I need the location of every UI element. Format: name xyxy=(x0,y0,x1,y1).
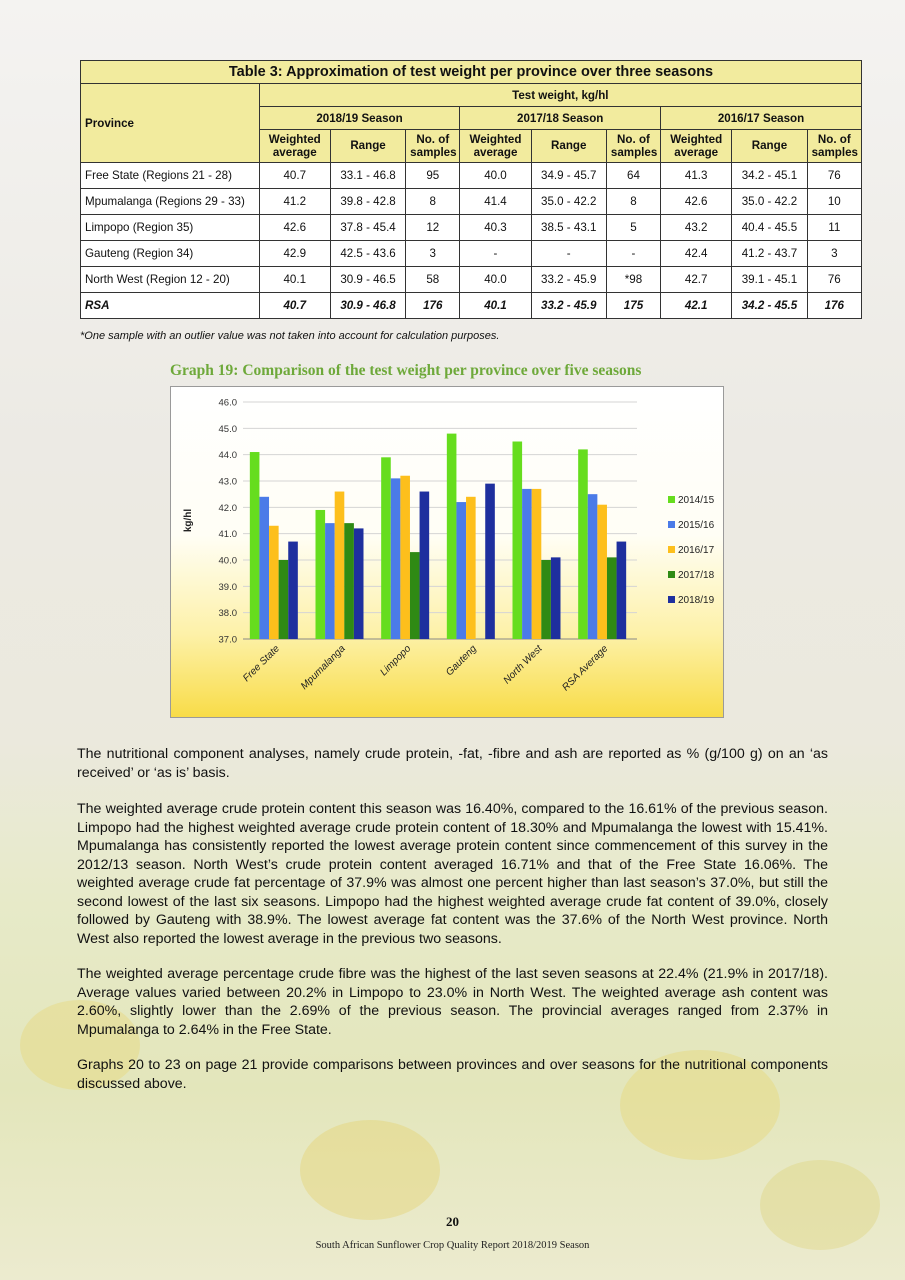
legend-swatch xyxy=(668,496,675,503)
value-cell: 76 xyxy=(807,163,861,189)
paragraph: The nutritional component analyses, namely crude protein, -fat, -fibre and ash are reported as % (g/100 g) on an ‘as received’ or ‘as is’ basis. xyxy=(77,746,828,781)
province-cell: North West (Region 12 - 20) xyxy=(81,267,260,293)
bar xyxy=(325,523,335,639)
province-header: Province xyxy=(81,84,260,163)
legend-label: 2016/17 xyxy=(678,545,715,556)
bar xyxy=(513,442,523,640)
test-weight-chart xyxy=(170,386,724,718)
x-category-label: Mpumalanga xyxy=(298,643,348,693)
legend-label: 2015/16 xyxy=(678,520,715,531)
value-cell: 76 xyxy=(807,267,861,293)
y-axis-label: kg/hl xyxy=(183,508,194,533)
report-title: South African Sunflower Crop Quality Report 2018/2019 Season xyxy=(315,1240,590,1251)
value-cell: 35.0 - 42.2 xyxy=(732,189,807,215)
value-cell: 39.8 - 42.8 xyxy=(330,189,405,215)
legend-swatch xyxy=(668,571,675,578)
table-row xyxy=(81,215,862,241)
x-category-label: Limpopo xyxy=(378,643,414,679)
x-category-label: Gauteng xyxy=(444,643,479,679)
value-cell: 42.1 xyxy=(661,293,732,319)
value-cell: 34.2 - 45.5 xyxy=(732,293,807,319)
bar xyxy=(522,489,532,639)
bar xyxy=(259,497,269,639)
value-cell: 3 xyxy=(406,241,460,267)
y-tick-label: 41.0 xyxy=(218,529,237,541)
value-cell: 30.9 - 46.5 xyxy=(330,267,405,293)
bar xyxy=(607,557,617,639)
season-header: 2016/17 Season xyxy=(661,107,862,130)
value-cell: 5 xyxy=(606,215,660,241)
value-cell: *98 xyxy=(606,267,660,293)
bar xyxy=(485,484,495,639)
value-cell: 58 xyxy=(406,267,460,293)
y-tick-label: 37.0 xyxy=(218,634,237,646)
season-header: 2017/18 Season xyxy=(460,107,661,130)
value-cell: - xyxy=(531,241,606,267)
value-cell: 35.0 - 42.2 xyxy=(531,189,606,215)
bar xyxy=(354,528,364,639)
bar xyxy=(532,489,542,639)
bar xyxy=(588,494,598,639)
value-cell: 42.6 xyxy=(259,215,330,241)
value-cell: 40.1 xyxy=(460,293,531,319)
y-tick-label: 44.0 xyxy=(218,450,237,462)
bar xyxy=(420,492,430,639)
table-row xyxy=(81,163,862,189)
bar xyxy=(381,457,391,639)
test-weight-table xyxy=(80,60,862,319)
province-cell: Limpopo (Region 35) xyxy=(81,215,260,241)
bar xyxy=(597,505,607,639)
value-cell: 40.0 xyxy=(460,163,531,189)
table-footnote: *One sample with an outlier value was not taken into account for calculation purposes. xyxy=(80,330,500,342)
y-tick-label: 40.0 xyxy=(218,555,237,567)
column-header: Range xyxy=(531,130,606,163)
paragraph: The weighted average crude protein content this season was 16.40%, compared to the 16.61% of the previous season. Limpopo had the highest weighted average crude protein content of 18.30% and Mpumalanga the lowest with 15.41%. Mpumalanga has consistently reported the lowest average protein content since commencement of this survey in the 2012/13 season. North West’s crude protein content averaged 16.71% and that of the Free State 16.06%. The weighted average crude fat percentage of 37.9% was almost one percent higher than last season’s 37.0%, but still the second lowest of the last six seasons. Limpopo had the highest weighted average crude fat content of 39.0%, closely followed by Gauteng with 38.9%. The lowest average fat content was the 37.6% of the North West province. North West also reported the lowest average in the previous two seasons. xyxy=(77,801,828,947)
value-cell: 42.7 xyxy=(661,267,732,293)
bar xyxy=(447,434,457,639)
column-header: Weighted average xyxy=(259,130,330,163)
bar xyxy=(391,478,401,639)
value-cell: 175 xyxy=(606,293,660,319)
test-weight-header: Test weight, kg/hl xyxy=(259,84,861,107)
x-category-label: North West xyxy=(501,643,545,687)
bar xyxy=(250,452,260,639)
column-header: Range xyxy=(330,130,405,163)
table-row xyxy=(81,267,862,293)
paragraph: Graphs 20 to 23 on page 21 provide comparisons between provinces and over seasons for the nutritional components discussed above. xyxy=(77,1057,828,1092)
season-header: 2018/19 Season xyxy=(259,107,460,130)
column-header: No. of samples xyxy=(406,130,460,163)
column-header: Range xyxy=(732,130,807,163)
table-row xyxy=(81,189,862,215)
value-cell: 41.3 xyxy=(661,163,732,189)
legend-swatch xyxy=(668,596,675,603)
value-cell: 40.1 xyxy=(259,267,330,293)
y-tick-label: 45.0 xyxy=(218,423,237,435)
chart-svg xyxy=(171,387,723,717)
province-cell: RSA xyxy=(81,293,260,319)
table-title: Table 3: Approximation of test weight per province over three seasons xyxy=(81,61,862,84)
column-header: No. of samples xyxy=(606,130,660,163)
value-cell: 40.3 xyxy=(460,215,531,241)
table-row xyxy=(81,293,862,319)
value-cell: 10 xyxy=(807,189,861,215)
legend-label: 2017/18 xyxy=(678,570,715,581)
bar xyxy=(466,497,476,639)
bar xyxy=(400,476,410,639)
bar xyxy=(541,560,551,639)
legend-label: 2014/15 xyxy=(678,495,715,506)
value-cell: 37.8 - 45.4 xyxy=(330,215,405,241)
bar xyxy=(617,542,627,639)
value-cell: 3 xyxy=(807,241,861,267)
graph-title: Graph 19: Comparison of the test weight per province over five seasons xyxy=(170,362,642,379)
value-cell: 42.5 - 43.6 xyxy=(330,241,405,267)
bar xyxy=(456,502,466,639)
value-cell: 33.2 - 45.9 xyxy=(531,293,606,319)
value-cell: 39.1 - 45.1 xyxy=(732,267,807,293)
column-header: No. of samples xyxy=(807,130,861,163)
value-cell: 11 xyxy=(807,215,861,241)
province-cell: Free State (Regions 21 - 28) xyxy=(81,163,260,189)
bar xyxy=(335,492,345,639)
column-header: Weighted average xyxy=(460,130,531,163)
value-cell: - xyxy=(460,241,531,267)
column-header: Weighted average xyxy=(661,130,732,163)
value-cell: 40.7 xyxy=(259,293,330,319)
value-cell: 8 xyxy=(406,189,460,215)
y-tick-label: 39.0 xyxy=(218,581,237,593)
x-category-label: RSA Average xyxy=(560,643,611,694)
y-tick-label: 38.0 xyxy=(218,608,237,620)
value-cell: 12 xyxy=(406,215,460,241)
province-cell: Gauteng (Region 34) xyxy=(81,241,260,267)
value-cell: 95 xyxy=(406,163,460,189)
value-cell: 8 xyxy=(606,189,660,215)
value-cell: 38.5 - 43.1 xyxy=(531,215,606,241)
page-number: 20 xyxy=(446,1214,459,1229)
bar xyxy=(344,523,354,639)
bar xyxy=(288,542,298,639)
paragraph: The weighted average percentage crude fibre was the highest of the last seven seasons at 22.4% (21.9% in 2017/18). Average values varied between 20.2% in Limpopo to 23.0% in North West. The weighted average ash content was 2.60%, slightly lower than the 2.69% of the previous season. The provincial averages ranged from 2.37% in Mpumalanga to 2.64% in the Free State. xyxy=(77,966,828,1038)
value-cell: 40.0 xyxy=(460,267,531,293)
value-cell: - xyxy=(606,241,660,267)
value-cell: 30.9 - 46.8 xyxy=(330,293,405,319)
bar xyxy=(578,449,588,639)
value-cell: 41.2 xyxy=(259,189,330,215)
y-tick-label: 43.0 xyxy=(218,476,237,488)
bar xyxy=(316,510,326,639)
value-cell: 34.9 - 45.7 xyxy=(531,163,606,189)
value-cell: 34.2 - 45.1 xyxy=(732,163,807,189)
value-cell: 33.2 - 45.9 xyxy=(531,267,606,293)
bar xyxy=(269,526,279,639)
legend-label: 2018/19 xyxy=(678,595,715,606)
value-cell: 41.4 xyxy=(460,189,531,215)
bar xyxy=(551,557,561,639)
y-tick-label: 46.0 xyxy=(218,397,237,409)
legend-swatch xyxy=(668,546,675,553)
value-cell: 42.6 xyxy=(661,189,732,215)
value-cell: 42.4 xyxy=(661,241,732,267)
value-cell: 176 xyxy=(807,293,861,319)
x-category-label: Free State xyxy=(241,643,282,685)
y-tick-label: 42.0 xyxy=(218,502,237,514)
value-cell: 40.7 xyxy=(259,163,330,189)
value-cell: 43.2 xyxy=(661,215,732,241)
bar xyxy=(279,560,289,639)
value-cell: 176 xyxy=(406,293,460,319)
legend-swatch xyxy=(668,521,675,528)
table-row xyxy=(81,241,862,267)
value-cell: 40.4 - 45.5 xyxy=(732,215,807,241)
province-cell: Mpumalanga (Regions 29 - 33) xyxy=(81,189,260,215)
value-cell: 33.1 - 46.8 xyxy=(330,163,405,189)
value-cell: 64 xyxy=(606,163,660,189)
bar xyxy=(410,552,420,639)
value-cell: 42.9 xyxy=(259,241,330,267)
value-cell: 41.2 - 43.7 xyxy=(732,241,807,267)
